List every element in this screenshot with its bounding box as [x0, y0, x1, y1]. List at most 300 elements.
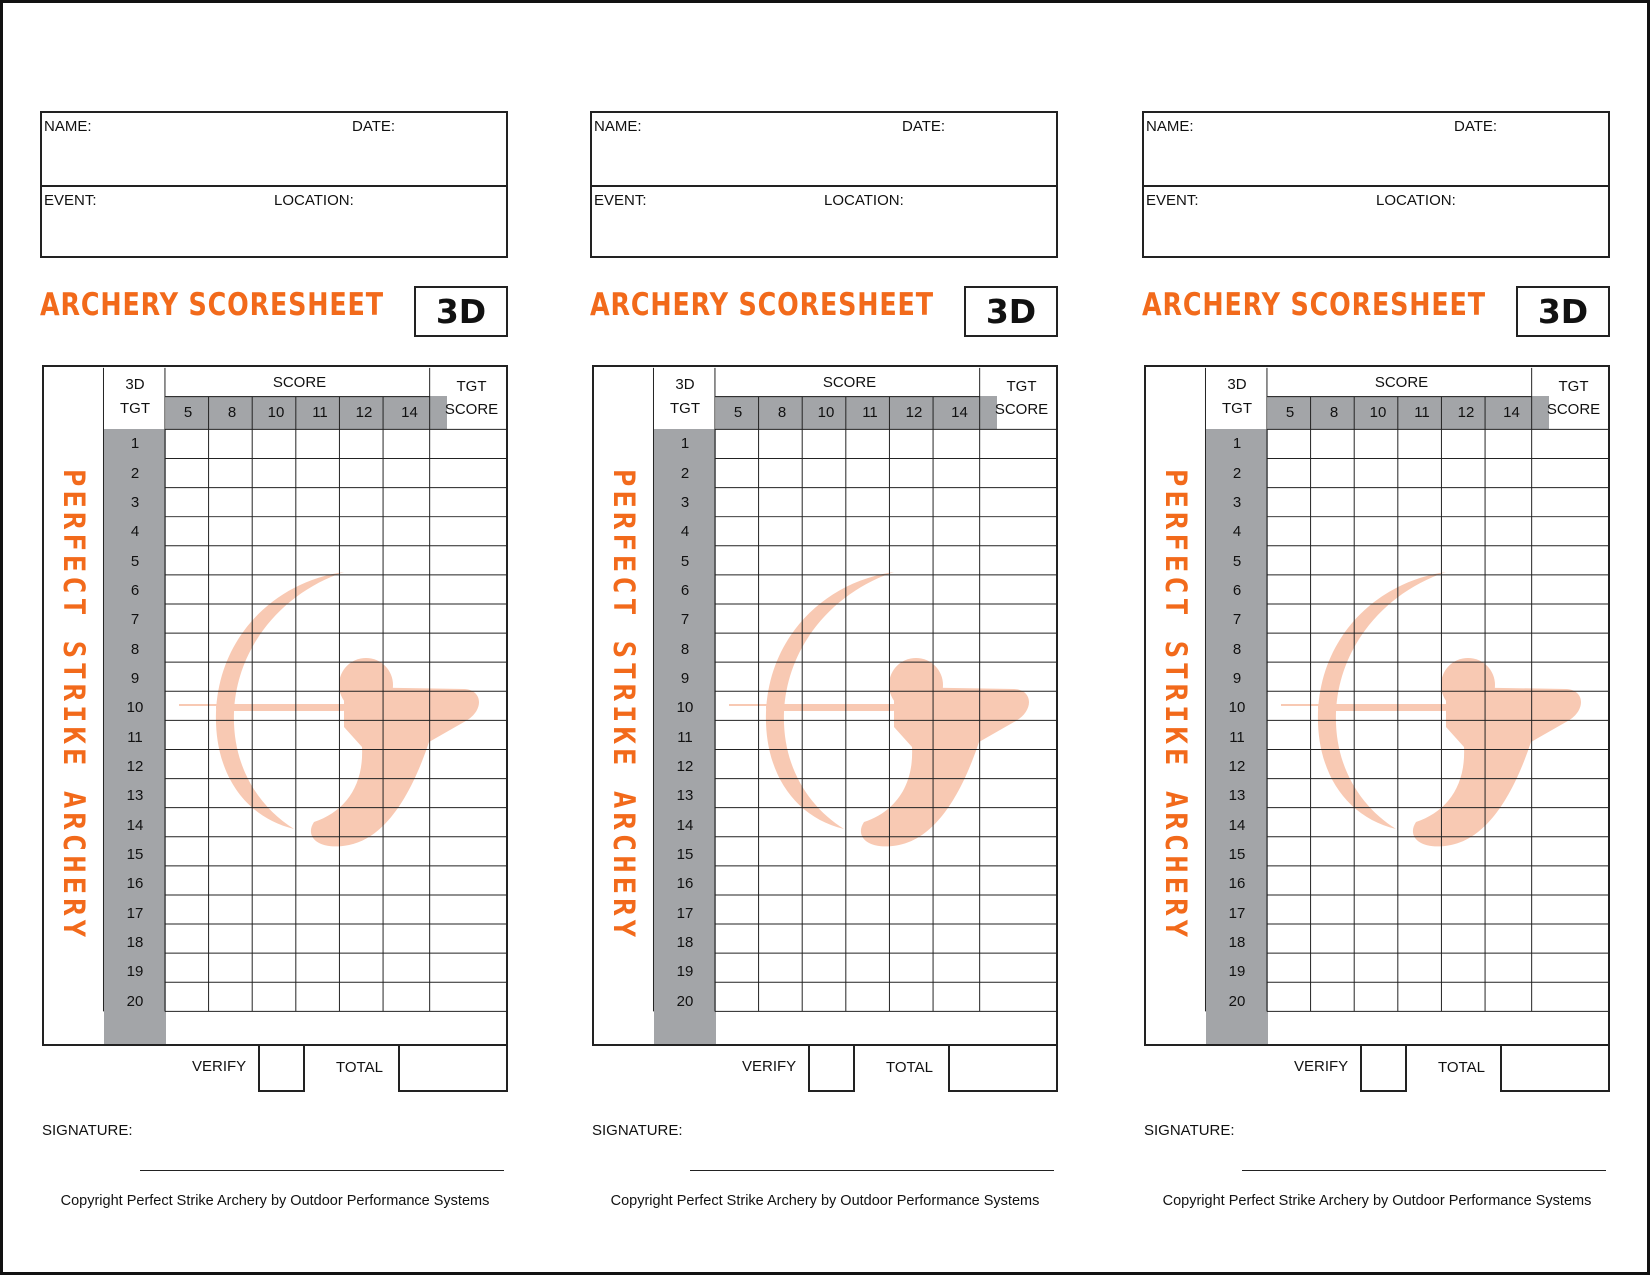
score-cell[interactable] [1268, 957, 1312, 986]
score-cell[interactable] [716, 458, 760, 487]
score-cell[interactable] [1444, 664, 1488, 693]
score-cell[interactable] [1312, 899, 1356, 928]
score-cell[interactable] [760, 811, 804, 840]
score-cell[interactable] [804, 488, 848, 517]
score-cell[interactable] [1444, 811, 1488, 840]
score-cell[interactable] [760, 840, 804, 869]
score-cell[interactable] [892, 517, 936, 546]
score-cell[interactable] [210, 957, 254, 986]
target-score-cell[interactable] [433, 840, 508, 869]
score-cell[interactable] [254, 928, 298, 957]
score-cell[interactable] [760, 723, 804, 752]
target-score-cell[interactable] [1535, 458, 1610, 487]
score-cell[interactable] [1356, 899, 1400, 928]
score-cell[interactable] [386, 517, 433, 546]
score-cell[interactable] [1400, 869, 1444, 898]
score-cell[interactable] [166, 488, 210, 517]
score-cell[interactable] [892, 869, 936, 898]
score-cell[interactable] [298, 605, 342, 634]
score-cell[interactable] [1268, 869, 1312, 898]
score-cell[interactable] [1444, 840, 1488, 869]
score-cell[interactable] [1356, 752, 1400, 781]
score-cell[interactable] [254, 869, 298, 898]
score-cell[interactable] [166, 723, 210, 752]
score-cell[interactable] [386, 840, 433, 869]
score-cell[interactable] [716, 517, 760, 546]
score-cell[interactable] [386, 957, 433, 986]
score-cell[interactable] [298, 546, 342, 575]
score-cell[interactable] [1356, 576, 1400, 605]
score-cell[interactable] [1488, 546, 1535, 575]
score-cell[interactable] [1488, 723, 1535, 752]
target-score-cell[interactable] [433, 693, 508, 722]
target-score-cell[interactable] [983, 664, 1058, 693]
score-cell[interactable] [716, 488, 760, 517]
score-cell[interactable] [848, 752, 892, 781]
target-score-cell[interactable] [1535, 752, 1610, 781]
score-cell[interactable] [848, 840, 892, 869]
score-cell[interactable] [1356, 546, 1400, 575]
target-score-cell[interactable] [983, 840, 1058, 869]
score-cell[interactable] [1312, 634, 1356, 663]
score-cell[interactable] [1268, 546, 1312, 575]
target-score-cell[interactable] [1535, 634, 1610, 663]
score-cell[interactable] [166, 811, 210, 840]
score-cell[interactable] [254, 840, 298, 869]
score-cell[interactable] [936, 957, 983, 986]
score-cell[interactable] [1488, 693, 1535, 722]
score-cell[interactable] [210, 928, 254, 957]
score-cell[interactable] [892, 634, 936, 663]
total-input[interactable] [948, 1044, 1058, 1092]
score-cell[interactable] [1268, 899, 1312, 928]
target-score-cell[interactable] [433, 634, 508, 663]
score-cell[interactable] [298, 781, 342, 810]
score-cell[interactable] [1312, 429, 1356, 458]
score-cell[interactable] [1312, 488, 1356, 517]
score-cell[interactable] [892, 811, 936, 840]
score-cell[interactable] [298, 488, 342, 517]
score-cell[interactable] [1268, 576, 1312, 605]
score-cell[interactable] [936, 928, 983, 957]
score-cell[interactable] [848, 899, 892, 928]
score-cell[interactable] [716, 869, 760, 898]
target-score-cell[interactable] [1535, 928, 1610, 957]
score-cell[interactable] [254, 693, 298, 722]
score-cell[interactable] [848, 928, 892, 957]
score-cell[interactable] [760, 664, 804, 693]
score-cell[interactable] [342, 605, 386, 634]
score-cell[interactable] [1444, 634, 1488, 663]
name-date-row[interactable] [592, 113, 1056, 185]
target-score-cell[interactable] [433, 546, 508, 575]
score-cell[interactable] [210, 811, 254, 840]
score-cell[interactable] [254, 752, 298, 781]
score-cell[interactable] [386, 781, 433, 810]
score-cell[interactable] [804, 752, 848, 781]
score-cell[interactable] [210, 605, 254, 634]
score-cell[interactable] [1356, 693, 1400, 722]
score-cell[interactable] [804, 664, 848, 693]
target-score-cell[interactable] [1535, 869, 1610, 898]
score-cell[interactable] [166, 634, 210, 663]
score-cell[interactable] [892, 429, 936, 458]
score-cell[interactable] [1312, 928, 1356, 957]
score-cell[interactable] [716, 546, 760, 575]
score-cell[interactable] [1312, 517, 1356, 546]
score-cell[interactable] [298, 957, 342, 986]
score-cell[interactable] [1444, 429, 1488, 458]
score-cell[interactable] [1356, 458, 1400, 487]
score-cell[interactable] [254, 634, 298, 663]
score-cell[interactable] [1356, 987, 1400, 1016]
score-cell[interactable] [716, 723, 760, 752]
score-cell[interactable] [848, 458, 892, 487]
score-cell[interactable] [1268, 928, 1312, 957]
score-cell[interactable] [342, 517, 386, 546]
score-cell[interactable] [716, 899, 760, 928]
score-cell[interactable] [166, 869, 210, 898]
score-cell[interactable] [716, 429, 760, 458]
score-cell[interactable] [298, 693, 342, 722]
target-score-cell[interactable] [983, 869, 1058, 898]
score-cell[interactable] [210, 869, 254, 898]
target-score-cell[interactable] [1535, 723, 1610, 752]
verify-input[interactable] [1360, 1044, 1407, 1092]
score-cell[interactable] [342, 634, 386, 663]
target-score-cell[interactable] [983, 546, 1058, 575]
score-cell[interactable] [342, 869, 386, 898]
score-cell[interactable] [760, 781, 804, 810]
target-score-cell[interactable] [1535, 576, 1610, 605]
score-cell[interactable] [892, 723, 936, 752]
score-cell[interactable] [760, 458, 804, 487]
score-cell[interactable] [892, 488, 936, 517]
score-cell[interactable] [1488, 840, 1535, 869]
score-cell[interactable] [166, 546, 210, 575]
score-cell[interactable] [1444, 693, 1488, 722]
score-cell[interactable] [848, 957, 892, 986]
score-cell[interactable] [298, 899, 342, 928]
score-cell[interactable] [1444, 957, 1488, 986]
score-cell[interactable] [342, 693, 386, 722]
score-cell[interactable] [1312, 987, 1356, 1016]
target-score-cell[interactable] [433, 605, 508, 634]
target-score-cell[interactable] [433, 458, 508, 487]
score-cell[interactable] [1268, 429, 1312, 458]
score-cell[interactable] [892, 458, 936, 487]
score-cell[interactable] [210, 899, 254, 928]
target-score-cell[interactable] [433, 723, 508, 752]
score-cell[interactable] [386, 664, 433, 693]
score-cell[interactable] [848, 664, 892, 693]
score-cell[interactable] [1356, 634, 1400, 663]
score-cell[interactable] [386, 928, 433, 957]
target-score-cell[interactable] [1535, 899, 1610, 928]
score-cell[interactable] [1268, 840, 1312, 869]
score-cell[interactable] [1400, 899, 1444, 928]
score-cell[interactable] [848, 605, 892, 634]
score-cell[interactable] [342, 928, 386, 957]
score-cell[interactable] [1268, 811, 1312, 840]
score-cell[interactable] [804, 899, 848, 928]
score-cell[interactable] [760, 869, 804, 898]
score-cell[interactable] [1400, 928, 1444, 957]
target-score-cell[interactable] [1535, 957, 1610, 986]
target-score-cell[interactable] [983, 752, 1058, 781]
score-cell[interactable] [386, 693, 433, 722]
score-cell[interactable] [386, 576, 433, 605]
event-location-row[interactable] [592, 185, 1056, 257]
score-cell[interactable] [210, 781, 254, 810]
score-cell[interactable] [936, 458, 983, 487]
score-cell[interactable] [254, 899, 298, 928]
target-score-cell[interactable] [433, 664, 508, 693]
score-cell[interactable] [254, 576, 298, 605]
score-cell[interactable] [936, 752, 983, 781]
score-cell[interactable] [386, 546, 433, 575]
score-cell[interactable] [210, 752, 254, 781]
score-cell[interactable] [298, 723, 342, 752]
score-cell[interactable] [298, 869, 342, 898]
score-cell[interactable] [254, 429, 298, 458]
score-cell[interactable] [1312, 576, 1356, 605]
score-cell[interactable] [386, 605, 433, 634]
target-score-cell[interactable] [983, 811, 1058, 840]
score-cell[interactable] [1444, 723, 1488, 752]
score-cell[interactable] [298, 752, 342, 781]
target-score-cell[interactable] [1535, 488, 1610, 517]
score-cell[interactable] [1312, 693, 1356, 722]
score-cell[interactable] [1400, 781, 1444, 810]
target-score-cell[interactable] [433, 576, 508, 605]
score-cell[interactable] [1488, 429, 1535, 458]
total-input[interactable] [1500, 1044, 1610, 1092]
target-score-cell[interactable] [433, 957, 508, 986]
target-score-cell[interactable] [983, 488, 1058, 517]
score-cell[interactable] [760, 517, 804, 546]
score-cell[interactable] [848, 987, 892, 1016]
score-cell[interactable] [210, 693, 254, 722]
score-cell[interactable] [1400, 664, 1444, 693]
score-cell[interactable] [1488, 752, 1535, 781]
score-cell[interactable] [1488, 987, 1535, 1016]
target-score-cell[interactable] [983, 634, 1058, 663]
score-cell[interactable] [342, 781, 386, 810]
score-cell[interactable] [1356, 840, 1400, 869]
score-cell[interactable] [804, 517, 848, 546]
score-cell[interactable] [936, 429, 983, 458]
score-cell[interactable] [166, 605, 210, 634]
score-cell[interactable] [166, 957, 210, 986]
target-score-cell[interactable] [1535, 546, 1610, 575]
score-cell[interactable] [298, 811, 342, 840]
score-cell[interactable] [716, 811, 760, 840]
score-cell[interactable] [716, 634, 760, 663]
score-cell[interactable] [936, 840, 983, 869]
target-score-cell[interactable] [983, 605, 1058, 634]
score-cell[interactable] [1312, 811, 1356, 840]
score-cell[interactable] [1268, 781, 1312, 810]
score-cell[interactable] [298, 664, 342, 693]
score-cell[interactable] [804, 869, 848, 898]
event-location-row[interactable] [42, 185, 506, 257]
score-cell[interactable] [936, 693, 983, 722]
score-cell[interactable] [254, 605, 298, 634]
score-cell[interactable] [760, 634, 804, 663]
target-score-cell[interactable] [433, 811, 508, 840]
score-cell[interactable] [1400, 840, 1444, 869]
score-cell[interactable] [1400, 488, 1444, 517]
score-cell[interactable] [1312, 458, 1356, 487]
target-score-cell[interactable] [1535, 840, 1610, 869]
target-score-cell[interactable] [433, 429, 508, 458]
score-cell[interactable] [342, 429, 386, 458]
score-cell[interactable] [166, 928, 210, 957]
score-cell[interactable] [804, 811, 848, 840]
target-score-cell[interactable] [433, 928, 508, 957]
score-cell[interactable] [1444, 458, 1488, 487]
score-cell[interactable] [210, 488, 254, 517]
score-cell[interactable] [1444, 869, 1488, 898]
score-cell[interactable] [892, 928, 936, 957]
score-cell[interactable] [1488, 899, 1535, 928]
score-cell[interactable] [386, 429, 433, 458]
score-cell[interactable] [386, 869, 433, 898]
target-score-cell[interactable] [983, 899, 1058, 928]
score-cell[interactable] [298, 987, 342, 1016]
score-cell[interactable] [1400, 723, 1444, 752]
score-cell[interactable] [716, 752, 760, 781]
score-cell[interactable] [342, 488, 386, 517]
score-cell[interactable] [760, 605, 804, 634]
score-cell[interactable] [1356, 605, 1400, 634]
score-cell[interactable] [342, 899, 386, 928]
score-cell[interactable] [892, 840, 936, 869]
score-cell[interactable] [1356, 517, 1400, 546]
score-cell[interactable] [166, 840, 210, 869]
score-cell[interactable] [1488, 517, 1535, 546]
score-cell[interactable] [892, 987, 936, 1016]
score-cell[interactable] [386, 634, 433, 663]
score-cell[interactable] [848, 781, 892, 810]
score-cell[interactable] [760, 899, 804, 928]
score-cell[interactable] [1400, 752, 1444, 781]
score-cell[interactable] [716, 928, 760, 957]
score-cell[interactable] [1400, 693, 1444, 722]
score-cell[interactable] [1312, 664, 1356, 693]
score-cell[interactable] [210, 429, 254, 458]
score-cell[interactable] [936, 605, 983, 634]
score-cell[interactable] [804, 840, 848, 869]
score-cell[interactable] [1312, 957, 1356, 986]
target-score-cell[interactable] [983, 781, 1058, 810]
score-cell[interactable] [716, 576, 760, 605]
score-cell[interactable] [760, 957, 804, 986]
score-cell[interactable] [804, 605, 848, 634]
score-cell[interactable] [342, 957, 386, 986]
target-score-cell[interactable] [433, 781, 508, 810]
score-cell[interactable] [1488, 781, 1535, 810]
score-cell[interactable] [804, 723, 848, 752]
score-cell[interactable] [1488, 664, 1535, 693]
target-score-cell[interactable] [983, 576, 1058, 605]
score-cell[interactable] [342, 723, 386, 752]
score-cell[interactable] [848, 693, 892, 722]
score-cell[interactable] [1400, 987, 1444, 1016]
score-cell[interactable] [1312, 869, 1356, 898]
score-cell[interactable] [1268, 517, 1312, 546]
score-cell[interactable] [936, 634, 983, 663]
score-cell[interactable] [892, 576, 936, 605]
score-cell[interactable] [804, 987, 848, 1016]
score-cell[interactable] [848, 488, 892, 517]
score-cell[interactable] [342, 752, 386, 781]
score-cell[interactable] [210, 546, 254, 575]
score-cell[interactable] [848, 634, 892, 663]
score-cell[interactable] [936, 811, 983, 840]
score-cell[interactable] [804, 576, 848, 605]
target-score-cell[interactable] [433, 488, 508, 517]
score-cell[interactable] [892, 605, 936, 634]
score-cell[interactable] [342, 664, 386, 693]
score-cell[interactable] [342, 458, 386, 487]
score-cell[interactable] [760, 546, 804, 575]
target-score-cell[interactable] [1535, 605, 1610, 634]
score-cell[interactable] [716, 664, 760, 693]
target-score-cell[interactable] [433, 869, 508, 898]
score-cell[interactable] [892, 664, 936, 693]
score-cell[interactable] [1312, 752, 1356, 781]
score-cell[interactable] [1488, 869, 1535, 898]
score-cell[interactable] [1356, 869, 1400, 898]
score-cell[interactable] [892, 693, 936, 722]
score-cell[interactable] [1488, 488, 1535, 517]
score-cell[interactable] [848, 517, 892, 546]
score-cell[interactable] [892, 752, 936, 781]
score-cell[interactable] [1444, 781, 1488, 810]
score-cell[interactable] [386, 987, 433, 1016]
score-cell[interactable] [342, 546, 386, 575]
score-cell[interactable] [804, 634, 848, 663]
score-cell[interactable] [1444, 987, 1488, 1016]
score-cell[interactable] [1356, 781, 1400, 810]
score-cell[interactable] [210, 634, 254, 663]
score-cell[interactable] [166, 987, 210, 1016]
target-score-cell[interactable] [1535, 781, 1610, 810]
score-cell[interactable] [936, 781, 983, 810]
score-cell[interactable] [166, 693, 210, 722]
score-cell[interactable] [936, 517, 983, 546]
score-cell[interactable] [1400, 517, 1444, 546]
target-score-cell[interactable] [1535, 987, 1610, 1016]
score-cell[interactable] [254, 723, 298, 752]
score-cell[interactable] [298, 634, 342, 663]
score-cell[interactable] [166, 781, 210, 810]
score-cell[interactable] [1400, 429, 1444, 458]
score-cell[interactable] [760, 429, 804, 458]
score-cell[interactable] [1356, 723, 1400, 752]
target-score-cell[interactable] [1535, 517, 1610, 546]
score-cell[interactable] [804, 781, 848, 810]
score-cell[interactable] [892, 899, 936, 928]
score-cell[interactable] [254, 458, 298, 487]
score-cell[interactable] [210, 517, 254, 546]
score-cell[interactable] [936, 546, 983, 575]
score-cell[interactable] [1400, 605, 1444, 634]
score-cell[interactable] [1400, 546, 1444, 575]
score-cell[interactable] [166, 429, 210, 458]
